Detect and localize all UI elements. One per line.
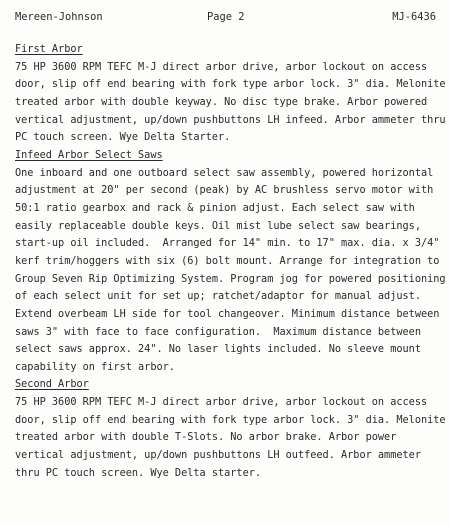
text-line: 75 HP 3600 RPM TEFC M-J direct arbor drive, arbor lockout on access <box>15 60 428 73</box>
section-heading-second-arbor: Second Arbor <box>15 378 89 391</box>
text-line: Extend overbeam LH side for tool changeover. Minimum distance between <box>15 307 440 320</box>
text-line: treated arbor with double T-Slots. No arbor brake. Arbor power <box>15 431 397 444</box>
page-header <box>15 10 436 24</box>
text-line: capability on first arbor. <box>15 360 175 373</box>
section-heading-first-arbor: First Arbor <box>15 43 83 55</box>
text-line: select saws approx. 24". No laser lights included. No sleeve mount <box>15 343 421 356</box>
section-heading-infeed-arbor-select-saws: Infeed Arbor Select Saws <box>15 148 163 161</box>
text-line: vertical adjustment, up/down pushbuttons LH infeed. Arbor ammeter thru <box>15 113 446 126</box>
company-name: Mereen-Johnson <box>15 11 103 23</box>
text-line: door, slip off end bearing with fork type arbor lock. 3" dia. Melonite <box>15 78 446 91</box>
text-line: kerf trim/hoggers with six (6) bolt mount. Arrange for integration to <box>15 254 440 267</box>
text-line: of each select unit for set up; ratchet/adaptor for manual adjust. <box>15 290 421 303</box>
text-line: vertical adjustment, up/down pushbuttons LH outfeed. Arbor ammeter <box>15 449 421 462</box>
text-line: 75 HP 3600 RPM TEFC M-J direct arbor drive, arbor lockout on access <box>15 396 428 409</box>
text-line: adjustment at 20" per second (peak) by AC brushless servo motor with <box>15 184 434 197</box>
page-number: Page 2 <box>207 11 245 23</box>
text-line: start-up oil included. Arranged for 14" min. to 17" max. dia. x 3/4" <box>15 237 440 250</box>
text-line: One inboard and one outboard select saw assembly, powered horizontal <box>15 166 434 179</box>
text-line: treated arbor with double keyway. No disc type brake. Arbor powered <box>15 95 428 108</box>
text-line: thru PC touch screen. Wye Delta starter. <box>15 466 262 479</box>
document-body <box>15 41 446 482</box>
text-line: Group Seven Rip Optimizing System. Program jog for powered positioning <box>15 272 446 285</box>
text-line: PC touch screen. Wye Delta Starter. <box>15 131 231 144</box>
text-line: easily replaceable double keys. Oil mist lube select saw bearings, <box>15 219 421 232</box>
text-line: door, slip off end bearing with fork type arbor lock. 3" dia. Melonite <box>15 413 446 426</box>
document-id: MJ-6436 <box>392 11 436 23</box>
text-line: 50:1 ratio gearbox and rack & pinion adjust. Each select saw with <box>15 201 415 214</box>
text-line: saws 3" with face to face configuration. Maximum distance between <box>15 325 421 338</box>
